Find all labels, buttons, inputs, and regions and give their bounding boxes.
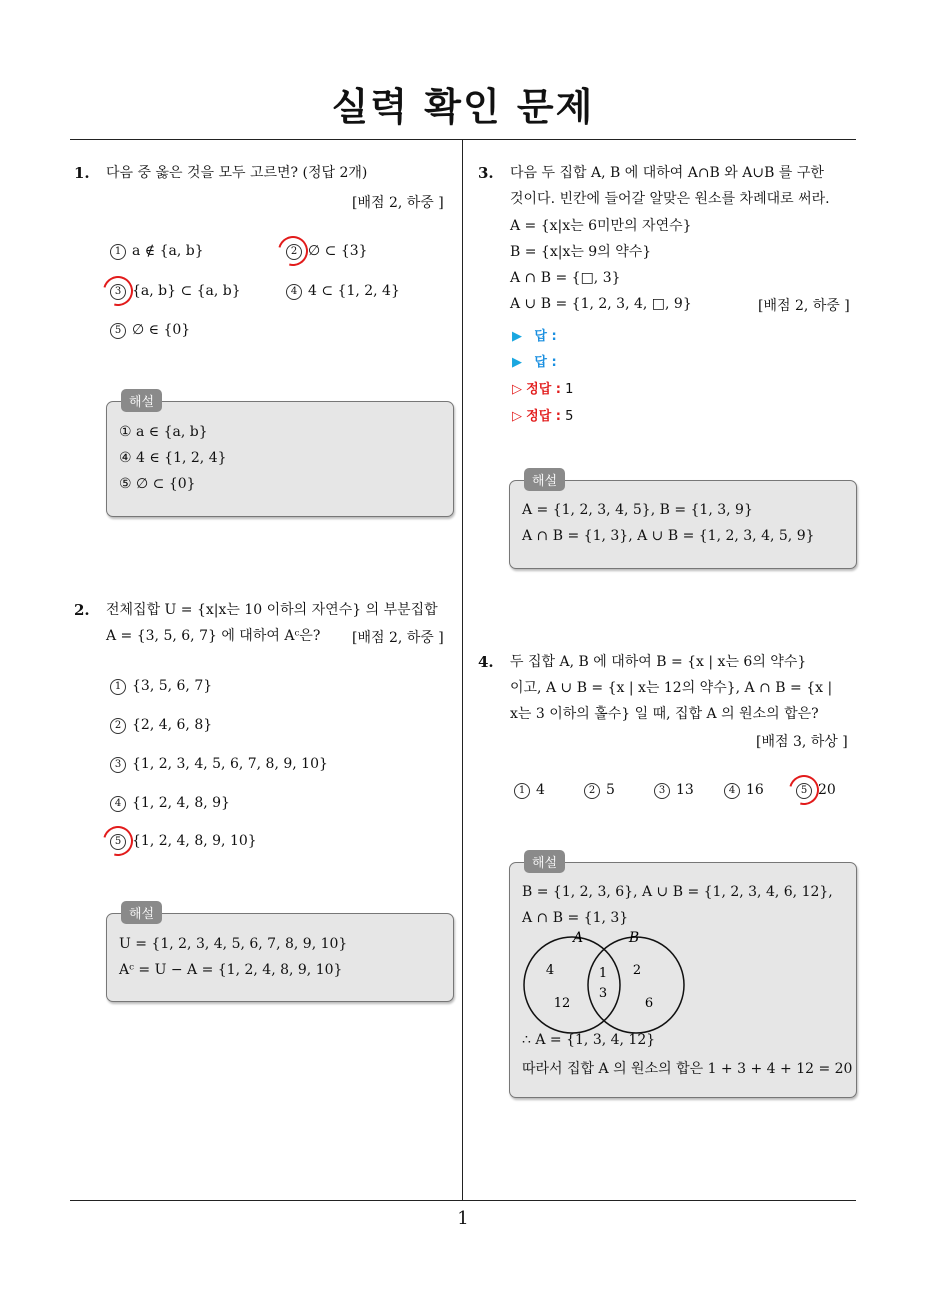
choice-mark: 1 [110, 244, 126, 260]
explanation-line: ① a ∈ {a, b} [119, 424, 208, 440]
correct-answer-value: 5 [565, 409, 574, 424]
venn-value: 4 [545, 963, 555, 978]
problem-number: 2. [74, 601, 90, 619]
venn-circle-a [524, 937, 620, 1033]
venn-label-a: A [572, 930, 584, 946]
explanation-tag: 해설 [121, 901, 162, 924]
problem-stem: A ∩ B = {□, 3} [510, 270, 621, 286]
choice-mark: 2 [584, 783, 600, 799]
problem-stem: 다음 중 옳은 것을 모두 고르면? (정답 2개) [106, 165, 368, 181]
choice-text: 20 [818, 782, 836, 798]
problem-stem: 것이다. 빈칸에 들어갈 알맞은 원소를 차례대로 써라. [510, 191, 830, 207]
outline-triangle-icon: ▷ [512, 409, 522, 424]
problem-stem: 이고, A ∪ B = {x | x는 12의 약수}, A ∩ B = {x | [510, 680, 833, 696]
answer-circle-mark [273, 231, 314, 272]
answer-circle-mark [98, 271, 139, 312]
choice-2[interactable] [110, 717, 212, 734]
problem-stem: x는 3 이하의 홀수} 일 때, 집합 A 의 원소의 합은? [510, 706, 819, 722]
venn-circle-b [588, 937, 684, 1033]
explanation-line: ⑤ ∅ ⊂ {0} [119, 476, 196, 492]
choice-text: {1, 2, 3, 4, 5, 6, 7, 8, 9, 10} [132, 756, 328, 772]
explanation-line: B = {1, 2, 3, 6}, A ∪ B = {1, 2, 3, 4, 6, 12}, [522, 884, 833, 900]
venn-value: 6 [644, 996, 654, 1011]
choice-mark: 2 [110, 718, 126, 734]
choice-text: {3, 5, 6, 7} [132, 678, 213, 694]
choice-mark: 4 [110, 796, 126, 812]
problem-number: 1. [74, 164, 90, 182]
choice-text: ∅ ⊂ {3} [308, 243, 368, 259]
problem-stem: A = {x|x는 6미만의 자연수} [510, 218, 692, 234]
problem-score: [배점 3, 하상 ] [756, 734, 848, 750]
choice-text: {2, 4, 6, 8} [132, 717, 213, 733]
choice-4[interactable] [110, 795, 230, 812]
choice-1[interactable] [514, 782, 545, 799]
choice-mark: 5 [110, 834, 126, 850]
venn-value: 2 [632, 963, 642, 978]
page-title: 실력 확인 문제 [331, 85, 595, 129]
problem-score: [배점 2, 하중 ] [758, 298, 850, 314]
problem-stem: 두 집합 A, B 에 대하여 B = {x | x는 6의 약수} [510, 654, 807, 670]
filled-triangle-icon: ▶ [512, 329, 522, 344]
venn-value: 1 [598, 966, 608, 981]
venn-value: 12 [553, 996, 571, 1011]
answer-label: 답 : [534, 329, 557, 344]
explanation-tag: 해설 [524, 468, 565, 491]
choice-text: 13 [676, 782, 694, 798]
choice-text: a ∉ {a, b} [132, 243, 204, 259]
explanation-tag: 해설 [524, 850, 565, 873]
choice-2[interactable] [584, 782, 615, 799]
choice-text: {a, b} ⊂ {a, b} [132, 283, 241, 299]
explanation-box [106, 907, 454, 1002]
answer-label: 답 : [534, 355, 557, 370]
choice-mark: 4 [724, 783, 740, 799]
problem-score: [배점 2, 하중 ] [352, 630, 444, 646]
problem-stem: 전체집합 U = {x|x는 10 이하의 자연수} 의 부분집합 [106, 602, 438, 618]
correct-answer-value: 1 [565, 382, 574, 397]
explanation-line: A ∩ B = {1, 3} [522, 910, 629, 926]
choice-5[interactable] [110, 322, 190, 339]
choice-text: ∅ ∈ {0} [132, 322, 191, 338]
explanation-box [509, 856, 857, 1098]
choice-text: {1, 2, 4, 8, 9} [132, 795, 230, 811]
choice-3[interactable] [654, 782, 694, 799]
top-rule [70, 139, 856, 140]
explanation-line: 따라서 집합 A 의 원소의 합은 1 + 3 + 4 + 12 = 20 [522, 1061, 853, 1077]
choice-text: 4 [536, 782, 545, 798]
explanation-tag: 해설 [121, 389, 162, 412]
problem-stem: A = {3, 5, 6, 7} 에 대하여 Aᶜ은? [106, 628, 321, 644]
correct-answer-row [512, 405, 573, 424]
choice-text: 4 ⊂ {1, 2, 4} [308, 283, 400, 299]
venn-diagram [520, 929, 690, 1039]
choice-1[interactable] [110, 243, 204, 260]
venn-value: 3 [598, 986, 608, 1001]
choice-mark: 3 [110, 284, 126, 300]
choice-mark: 5 [796, 783, 812, 799]
problem-score: [배점 2, 하중 ] [352, 195, 444, 211]
choice-mark: 3 [110, 757, 126, 773]
answer-circle-mark [98, 821, 139, 862]
answer-circle-mark [784, 770, 825, 811]
choice-mark: 1 [514, 783, 530, 799]
explanation-line: A = {1, 2, 3, 4, 5}, B = {1, 3, 9} [522, 502, 753, 518]
problem-stem: 다음 두 집합 A, B 에 대하여 A∩B 와 A∪B 를 구한 [510, 165, 824, 181]
explanation-line: A ∩ B = {1, 3}, A ∪ B = {1, 2, 3, 4, 5, 9} [522, 528, 815, 544]
choice-text: 5 [606, 782, 615, 798]
choice-text: 16 [746, 782, 764, 798]
choice-3[interactable] [110, 756, 328, 773]
explanation-line: U = {1, 2, 3, 4, 5, 6, 7, 8, 9, 10} [119, 936, 348, 952]
outline-triangle-icon: ▷ [512, 382, 522, 397]
venn-label-b: B [628, 930, 640, 946]
choice-mark: 2 [286, 244, 302, 260]
explanation-line: ④ 4 ∈ {1, 2, 4} [119, 450, 227, 466]
answer-row [512, 325, 557, 344]
choice-1[interactable] [110, 678, 212, 695]
bottom-rule [70, 1200, 856, 1201]
choice-mark: 3 [654, 783, 670, 799]
choice-text: {1, 2, 4, 8, 9, 10} [132, 833, 257, 849]
problem-stem: B = {x|x는 9의 약수} [510, 244, 652, 260]
explanation-box [509, 474, 857, 569]
choice-mark: 1 [110, 679, 126, 695]
page-number: 1 [457, 1208, 469, 1229]
filled-triangle-icon: ▶ [512, 355, 522, 370]
choice-4[interactable] [724, 782, 764, 799]
column-divider [462, 140, 463, 1200]
choice-mark: 4 [286, 284, 302, 300]
problem-number: 3. [478, 164, 494, 182]
choice-4[interactable] [286, 283, 400, 300]
problem-number: 4. [478, 653, 494, 671]
correct-answer-row [512, 378, 573, 397]
answer-row [512, 351, 557, 370]
explanation-line: Aᶜ = U − A = {1, 2, 4, 8, 9, 10} [119, 962, 343, 978]
explanation-box [106, 395, 454, 517]
correct-answer-label: 정답 : [526, 409, 561, 424]
explanation-line: ∴ A = {1, 3, 4, 12} [522, 1032, 656, 1048]
problem-stem: A ∪ B = {1, 2, 3, 4, □, 9} [510, 296, 692, 312]
correct-answer-label: 정답 : [526, 382, 561, 397]
choice-mark: 5 [110, 323, 126, 339]
